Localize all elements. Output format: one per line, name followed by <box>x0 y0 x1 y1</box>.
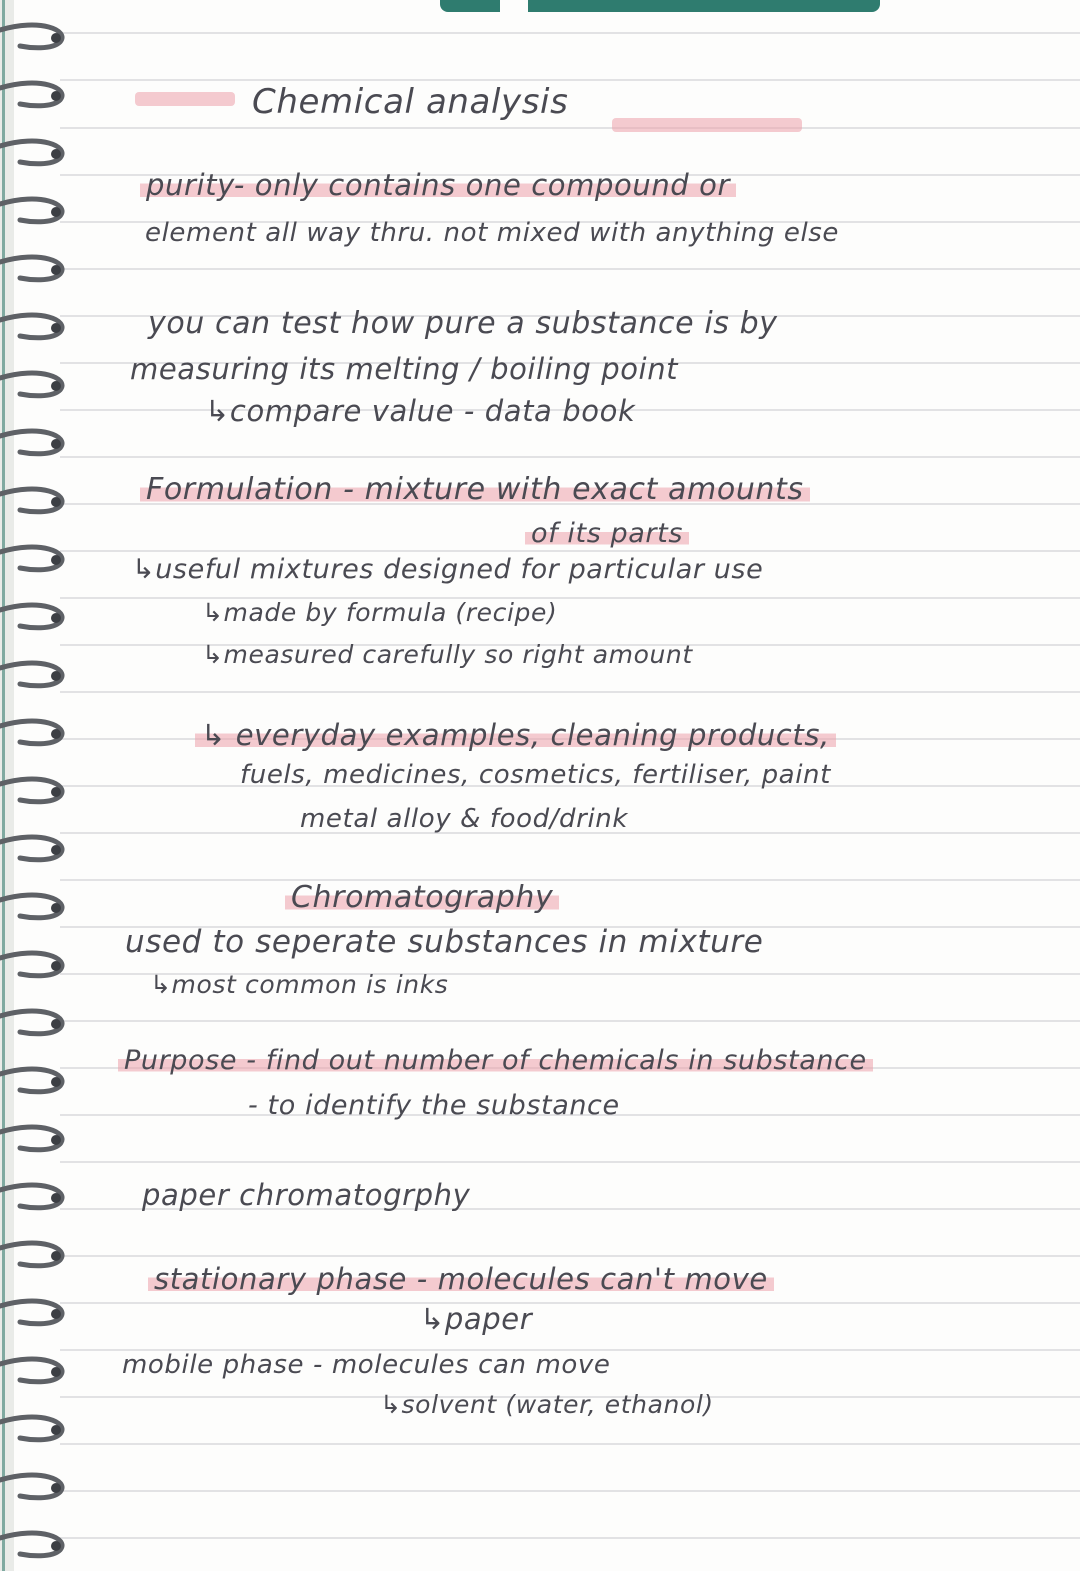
stationary-phase-text: stationary phase - molecules can't move <box>148 1262 774 1296</box>
mobile-phase-line-2: ↳solvent (water, ethanol) <box>380 1390 714 1419</box>
test-purity-line-3: ↳compare value - data book <box>205 394 636 428</box>
stationary-phase-line-2: ↳paper <box>420 1302 533 1336</box>
formulation-line-3: ↳useful mixtures designed for particular use <box>132 554 764 585</box>
purity-definition-text: purity- only contains one compound or <box>140 168 736 202</box>
mobile-phase-line-1: mobile phase - molecules can move <box>122 1350 611 1380</box>
formulation-parts-text: of its parts <box>525 518 689 549</box>
formulation-line-1 <box>140 472 810 507</box>
purity-definition-line-1 <box>140 168 736 202</box>
formulation-line-5: ↳measured carefully so right amount <box>202 640 693 669</box>
title-highlight-right <box>612 118 802 132</box>
purpose-line-2: - to identify the substance <box>248 1090 620 1121</box>
purpose-text: Purpose - find out number of chemicals in substance <box>118 1045 873 1076</box>
page-title-text: Chemical analysis <box>252 82 569 122</box>
chromatography-line-2: ↳most common is inks <box>150 970 449 999</box>
formulation-line-2 <box>525 518 689 549</box>
examples-line-2: fuels, medicines, cosmetics, fertiliser, paint <box>240 760 831 790</box>
stationary-phase-line-1 <box>148 1262 774 1296</box>
spiral-binding <box>0 0 80 1571</box>
chromatography-heading <box>285 880 559 915</box>
chromatography-line-1: used to seperate substances in mixture <box>125 924 764 960</box>
test-purity-line-1: you can test how pure a substance is by <box>148 306 778 341</box>
examples-text: ↳ everyday examples, cleaning products, <box>195 718 836 752</box>
paper-chromatography-heading: paper chromatogrphy <box>142 1178 471 1212</box>
formulation-definition-text: Formulation - mixture with exact amounts <box>140 472 810 507</box>
cover-gap <box>500 0 528 12</box>
purpose-line-1 <box>118 1045 873 1076</box>
title-highlight-left <box>135 92 235 106</box>
examples-line-3: metal alloy & food/drink <box>300 804 628 834</box>
formulation-line-4: ↳made by formula (recipe) <box>202 598 558 627</box>
examples-line-1 <box>195 718 836 752</box>
chromatography-heading-text: Chromatography <box>285 880 559 915</box>
test-purity-line-2: measuring its melting / boiling point <box>130 352 679 386</box>
purity-definition-line-2: element all way thru. not mixed with anything else <box>145 218 840 248</box>
